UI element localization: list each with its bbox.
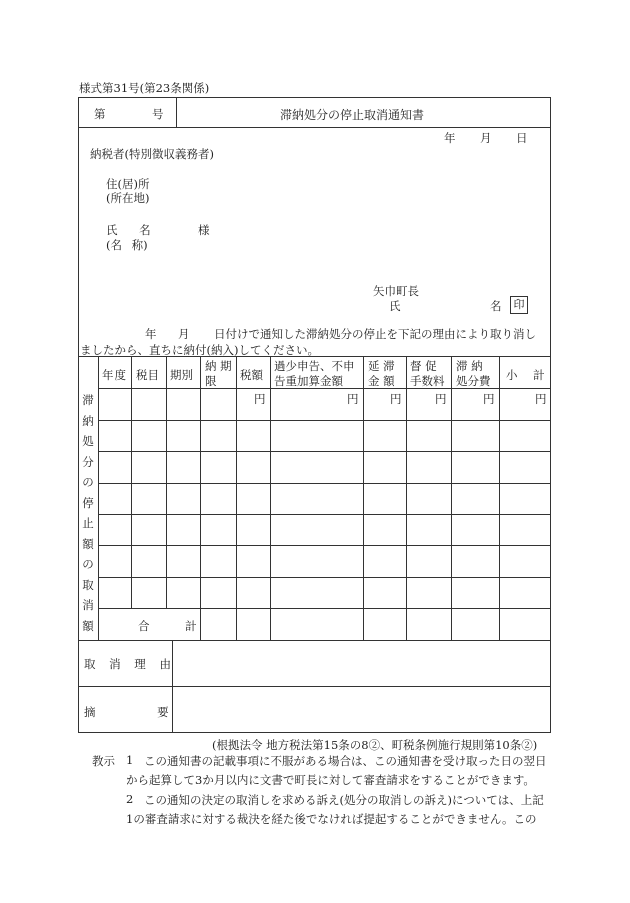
instruction-2-line1: この通知の決定の取消しを求める訴え(処分の取消しの訴え)については、上記 <box>144 793 544 807</box>
document-title: 滞納処分の停止取消通知書 <box>280 108 425 122</box>
col-header-delinquency-2: 金 額 <box>368 374 395 388</box>
column-divider <box>200 356 201 640</box>
form-number-label: 様式第31号(第23条関係) <box>79 81 210 95</box>
instruction-2-line2: 1の審査請求に対する裁決を経た後でなければ提起することができません。この <box>126 812 537 826</box>
yen-unit: 円 <box>535 392 547 406</box>
instruction-2-number: 2 <box>126 792 134 806</box>
date-day: 日 <box>516 131 528 145</box>
table-top-line <box>78 356 551 357</box>
yen-unit: 円 <box>483 392 495 406</box>
legal-basis: (根拠法令 地方税法第15条の8②、町税条例施行規則第10条②) <box>212 738 538 752</box>
yen-unit: 円 <box>347 392 359 406</box>
column-divider <box>236 356 237 640</box>
reason-divider <box>172 640 173 733</box>
seal-mark: 印 <box>510 296 528 314</box>
column-divider <box>451 356 452 640</box>
col-header-additional-2: 告重加算金額 <box>274 374 343 388</box>
instruction-label: 教示 <box>92 754 115 768</box>
yen-unit: 円 <box>435 392 447 406</box>
address-sub-label: (所在地) <box>106 191 150 205</box>
reason-bottom-line <box>78 686 551 687</box>
name-honorific: 様 <box>198 223 210 237</box>
header-split <box>176 97 177 127</box>
column-divider <box>363 356 364 640</box>
address-label: 住(居)所 <box>106 177 150 191</box>
col-header-due-2: 限 <box>205 374 217 388</box>
col-header-tax-item: 税目 <box>136 368 159 382</box>
notice-year: 年 <box>145 327 157 341</box>
side-label-divider <box>98 356 99 640</box>
col-header-year: 年度 <box>102 368 127 382</box>
notice-text-line1: 日付けで通知した滞納処分の停止を下記の理由により取り消し <box>214 327 536 341</box>
taxpayer-label: 納税者(特別徴収義務者) <box>90 147 214 161</box>
column-divider <box>131 356 132 608</box>
yen-unit: 円 <box>390 392 402 406</box>
column-divider <box>166 356 167 608</box>
table-row-line <box>98 608 551 609</box>
col-header-disposal-1: 滞 納 <box>456 359 483 373</box>
date-year: 年 <box>444 131 456 145</box>
column-divider <box>499 356 500 640</box>
column-divider <box>406 356 407 640</box>
col-header-tax-amount: 税額 <box>240 368 263 382</box>
col-header-subtotal: 小 計 <box>506 368 545 382</box>
col-header-period: 期別 <box>170 368 193 382</box>
remarks-label: 摘 要 <box>84 705 169 719</box>
total-label: 合 計 <box>138 619 197 633</box>
date-month: 月 <box>480 131 492 145</box>
col-header-reminder-2: 手数料 <box>410 374 445 388</box>
number-dai: 第 <box>94 107 106 121</box>
name-sub-label: (名 称) <box>106 238 148 252</box>
mayor-shi: 氏 <box>389 299 401 313</box>
instruction-1-line2: から起算して3か月以内に文書で町長に対して審査請求をすることができます。 <box>126 773 535 787</box>
col-header-delinquency-1: 延 滞 <box>368 359 395 373</box>
yen-unit: 円 <box>254 392 266 406</box>
number-go: 号 <box>152 107 164 121</box>
name-label: 氏 名 <box>106 223 151 237</box>
column-divider <box>270 356 271 640</box>
col-header-disposal-2: 処分費 <box>456 374 491 388</box>
notice-text-line2: ましたから、直ちに納付(納入)してください。 <box>80 343 319 357</box>
mayor-mei: 名 <box>490 299 502 313</box>
notice-month: 月 <box>178 327 190 341</box>
instruction-1-line1: この通知書の記載事項に不服がある場合は、この通知書を受け取った日の翌日 <box>144 754 547 768</box>
col-header-additional-1: 過少申告、不申 <box>274 359 355 373</box>
col-header-reminder-1: 督 促 <box>410 359 437 373</box>
table-bottom-line <box>78 640 551 641</box>
cancel-reason-label: 取 消 理 由 <box>84 657 171 671</box>
side-vertical-label: 滞納処分の停止額の取消額 <box>82 393 94 633</box>
col-header-due-1: 納 期 <box>205 359 232 373</box>
mayor-title: 矢巾町長 <box>373 284 419 298</box>
instruction-1-number: 1 <box>126 753 134 767</box>
header-divider <box>78 127 551 128</box>
